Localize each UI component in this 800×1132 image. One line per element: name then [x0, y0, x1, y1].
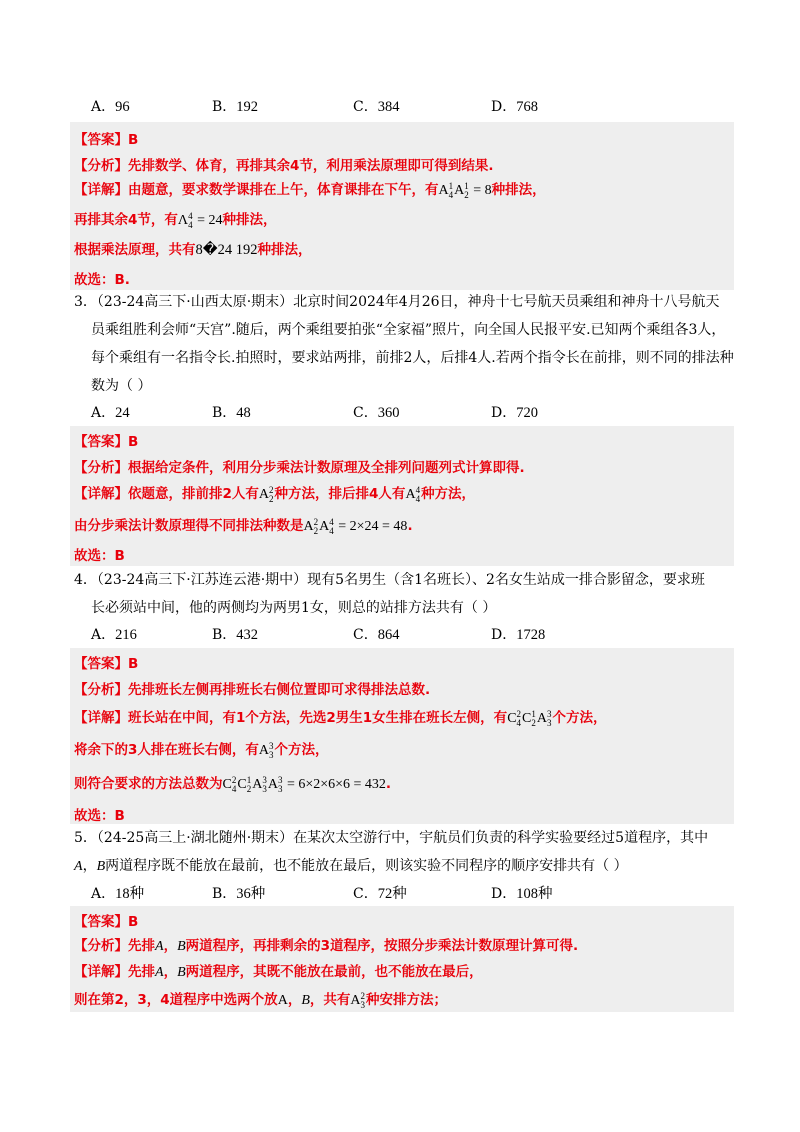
q4-option-a: A．216 — [91, 627, 137, 643]
q4-detail-line2: 将余下的3人排在班长右侧，有A 3 3 个方法， — [74, 740, 329, 760]
q5-formula-a32: A 2 3 — [350, 990, 365, 1010]
q3-option-d: D．720 — [491, 405, 538, 421]
q3-answer: 【答案】B — [74, 434, 139, 450]
q3-line1: 3．（23-24高三下·山西太原·期末）北京时间2024年4月26日，神舟十七号航天员乘组和神舟十八号航天 — [74, 294, 720, 310]
q3-answer-block — [70, 426, 734, 566]
q5-option-b: B．36种 — [212, 886, 266, 902]
q3-option-b: B．48 — [212, 405, 251, 421]
q3-formula-a44: A 4 4 — [405, 484, 421, 504]
q4-detail-line1: 【详解】班长站在中间，有1个方法，先选2男生1女生排在班长左侧，有C 2 4 C 1 2 A 3 3 个方法， — [74, 708, 607, 728]
q5-option-c: C．72种 — [353, 886, 407, 902]
q3-option-a: A．24 — [91, 405, 130, 421]
q3-line2: 员乘组胜利会师“天宫”.随后，两个乘组要拍张“全家福”照片，向全国人民报平安.已知两个乘组各3人， — [91, 322, 726, 338]
q4-option-c: C．864 — [353, 627, 400, 643]
q3-option-c: C．360 — [353, 405, 400, 421]
q3-line3: 每个乘组有一名指令长.拍照时，要求站两排，前排2人，后排4人.若两个指令长在前排，则不同的排法种 — [91, 350, 734, 366]
q4-answer-block — [70, 648, 734, 824]
q5-answer: 【答案】B — [74, 914, 139, 930]
q2-answer: 【答案】B — [74, 132, 139, 148]
q2-formula-2: Λ 4 4 = 24 — [177, 210, 223, 230]
q3-detail-line1: 【详解】依题意，排前排2人有A 2 2 种方法，排后排4人有A 4 4 种方法， — [74, 484, 476, 504]
q4-option-d: D．1728 — [491, 627, 546, 643]
q2-option-b: B．192 — [212, 99, 259, 115]
q4-option-b: B．432 — [212, 627, 259, 643]
q2-option-c: C．384 — [353, 99, 400, 115]
q2-option-d: D．768 — [491, 99, 538, 115]
q5-option-a: A．18种 — [91, 886, 145, 902]
q4-detail-line3: 则符合要求的方法总数为C 2 4 C 1 2 A 3 3 A 3 3 = 6×2×6×6 = 432. — [74, 774, 392, 794]
q3-line4: 数为（ ） — [91, 378, 152, 394]
q3-analysis: 【分析】根据给定条件，利用分步乘法计数原理及全排列问题列式计算即得. — [74, 460, 525, 476]
q2-detail-line2: 再排其余4节，有Λ 4 4 = 24种排法， — [74, 210, 277, 230]
q2-detail-line3: 根据乘法原理，共有8�24 192种排法， — [74, 242, 312, 258]
q4-conclusion: 故选：B — [74, 808, 125, 824]
q3-formula-a22: A 2 2 — [258, 484, 274, 504]
q2-formula-3: 8�24 192 — [195, 242, 258, 258]
q2-detail-line1: 【详解】由题意，要求数学课排在上午，体育课排在下午，有A 1 4 A 1 2 = 8种排法， — [74, 180, 546, 200]
q4-formula-1: C 2 4 C 1 2 A 3 3 — [507, 708, 552, 728]
q5-line2: A，B两道程序既不能放在最前，也不能放在最后，则该实验不同程序的顺序安排共有（ ） — [74, 858, 628, 874]
q3-formula-product: A 2 2 A 4 4 = 2×24 = 48 — [303, 516, 408, 536]
q2-conclusion: 故选：B. — [74, 272, 130, 288]
q4-formula-2: A 3 3 — [258, 740, 274, 760]
q3-conclusion: 故选：B — [74, 548, 125, 564]
q3-detail-line2: 由分步乘法计数原理得不同排法种数是A 2 2 A 4 4 = 2×24 = 48. — [74, 516, 413, 536]
q2-answer-block — [70, 122, 734, 290]
q2-analysis: 【分析】先排数学、体育，再排其余4节，利用乘法原理即可得到结果. — [74, 158, 494, 174]
q4-line2: 长必须站中间，他的两侧均为两男1女，则总的站排方法共有（ ） — [91, 600, 497, 616]
q5-answer-block — [70, 906, 734, 1012]
q5-line1: 5．（24-25高三上·湖北随州·期末）在某次太空游行中，宇航员们负责的科学实验要经过5道程序，其中 — [74, 830, 709, 846]
q4-analysis: 【分析】先排班长左侧再排班长右侧位置即可求得排法总数. — [74, 682, 431, 698]
q2-option-a: A．96 — [91, 99, 130, 115]
q2-formula-1: A 1 4 A 1 2 = 8 — [438, 180, 492, 200]
q4-line1: 4．（23-24高三下·江苏连云港·期中）现有5名男生（含1名班长）、2名女生站成一排合影留念，要求班 — [74, 572, 705, 588]
q4-formula-3: C 2 4 C 1 2 A 3 3 A 3 3 = 6×2×6×6 = 432 — [222, 774, 386, 794]
q5-detail-line1: 【详解】先排A，B两道程序，其既不能放在最前，也不能放在最后， — [74, 964, 483, 980]
q4-answer: 【答案】B — [74, 656, 139, 672]
q5-analysis: 【分析】先排A，B两道程序，再排剩余的3道程序，按照分步乘法计数原理计算可得. — [74, 938, 579, 954]
q5-option-d: D．108种 — [491, 886, 553, 902]
q5-detail-line2: 则在第2，3，4道程序中选两个放A，B，共有A 2 3 种安排方法； — [74, 990, 447, 1010]
